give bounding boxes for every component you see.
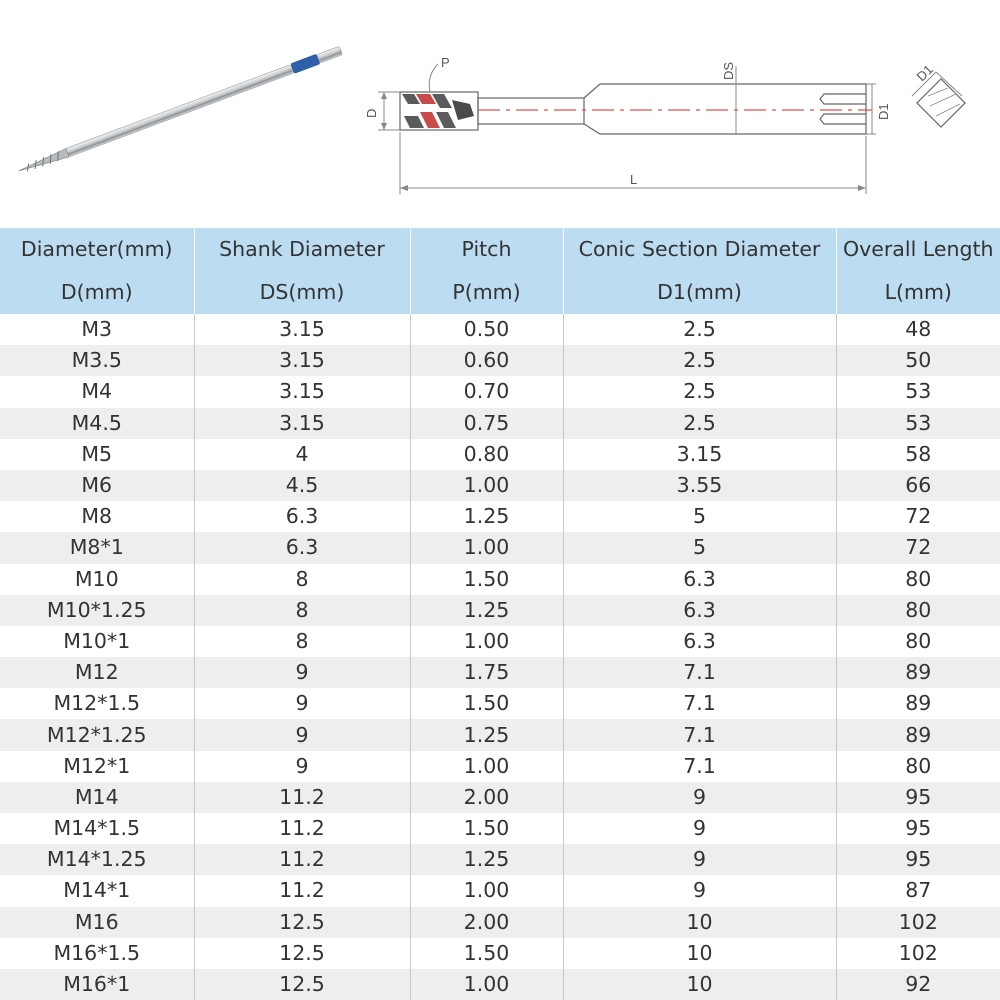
table-row bbox=[0, 564, 1000, 595]
cell-pitch: 2.00 bbox=[410, 907, 563, 938]
cell-shank-diameter: 9 bbox=[194, 657, 410, 688]
table-row bbox=[0, 907, 1000, 938]
cell-pitch: 1.50 bbox=[410, 938, 563, 969]
cell-diameter: M12*1 bbox=[0, 751, 194, 782]
cell-shank-diameter: 12.5 bbox=[194, 938, 410, 969]
drawing-label-d: D bbox=[364, 108, 379, 118]
cell-overall-length: 80 bbox=[836, 595, 1000, 626]
cell-pitch: 1.00 bbox=[410, 470, 563, 501]
technical-drawing bbox=[0, 0, 1000, 228]
header-line: DS(mm) bbox=[259, 280, 345, 304]
header-line: Overall Length bbox=[843, 237, 994, 261]
cell-conic-diameter: 10 bbox=[563, 938, 836, 969]
header-shank-diameter bbox=[194, 228, 410, 314]
cell-conic-diameter: 7.1 bbox=[563, 688, 836, 719]
cell-overall-length: 92 bbox=[836, 969, 1000, 1000]
cell-pitch: 1.50 bbox=[410, 564, 563, 595]
cell-diameter: M16*1 bbox=[0, 969, 194, 1000]
cell-overall-length: 80 bbox=[836, 564, 1000, 595]
cell-diameter: M10*1.25 bbox=[0, 595, 194, 626]
cell-shank-diameter: 12.5 bbox=[194, 969, 410, 1000]
table-row bbox=[0, 751, 1000, 782]
table-row bbox=[0, 938, 1000, 969]
table-row bbox=[0, 501, 1000, 532]
cell-conic-diameter: 3.15 bbox=[563, 439, 836, 470]
table-row bbox=[0, 782, 1000, 813]
cell-conic-diameter: 6.3 bbox=[563, 626, 836, 657]
table-row bbox=[0, 626, 1000, 657]
table-row bbox=[0, 813, 1000, 844]
header-line: D(mm) bbox=[60, 280, 133, 304]
cell-pitch: 1.25 bbox=[410, 719, 563, 750]
cell-overall-length: 80 bbox=[836, 626, 1000, 657]
header-line: D1(mm) bbox=[657, 280, 742, 304]
cell-diameter: M12 bbox=[0, 657, 194, 688]
cell-overall-length: 87 bbox=[836, 875, 1000, 906]
cell-pitch: 0.80 bbox=[410, 439, 563, 470]
cell-overall-length: 102 bbox=[836, 938, 1000, 969]
cell-overall-length: 66 bbox=[836, 470, 1000, 501]
cell-pitch: 1.50 bbox=[410, 688, 563, 719]
cell-diameter: M12*1.5 bbox=[0, 688, 194, 719]
cell-overall-length: 50 bbox=[836, 345, 1000, 376]
cell-conic-diameter: 9 bbox=[563, 782, 836, 813]
cell-overall-length: 89 bbox=[836, 657, 1000, 688]
cell-shank-diameter: 3.15 bbox=[194, 345, 410, 376]
cell-diameter: M12*1.25 bbox=[0, 719, 194, 750]
cell-shank-diameter: 8 bbox=[194, 595, 410, 626]
cell-shank-diameter: 12.5 bbox=[194, 907, 410, 938]
header-line: P(mm) bbox=[452, 280, 521, 304]
cell-pitch: 1.00 bbox=[410, 969, 563, 1000]
cell-overall-length: 89 bbox=[836, 688, 1000, 719]
cell-overall-length: 95 bbox=[836, 782, 1000, 813]
cell-conic-diameter: 5 bbox=[563, 501, 836, 532]
cell-diameter: M14*1.5 bbox=[0, 813, 194, 844]
table-row bbox=[0, 408, 1000, 439]
cell-shank-diameter: 3.15 bbox=[194, 376, 410, 407]
drawing-label-d1: D1 bbox=[876, 103, 891, 120]
cell-conic-diameter: 9 bbox=[563, 844, 836, 875]
cell-shank-diameter: 6.3 bbox=[194, 501, 410, 532]
drawing-label-p: P bbox=[441, 55, 450, 70]
cell-pitch: 1.50 bbox=[410, 813, 563, 844]
cell-diameter: M16 bbox=[0, 907, 194, 938]
table-row bbox=[0, 314, 1000, 345]
cell-overall-length: 80 bbox=[836, 751, 1000, 782]
header-line: Shank Diameter bbox=[219, 237, 385, 261]
spec-table bbox=[0, 228, 1000, 1000]
cell-shank-diameter: 11.2 bbox=[194, 844, 410, 875]
cell-pitch: 0.60 bbox=[410, 345, 563, 376]
cell-pitch: 0.50 bbox=[410, 314, 563, 345]
cell-conic-diameter: 9 bbox=[563, 875, 836, 906]
drawing-end-slots bbox=[820, 94, 866, 124]
cell-shank-diameter: 11.2 bbox=[194, 813, 410, 844]
cell-diameter: M3 bbox=[0, 314, 194, 345]
table-row bbox=[0, 875, 1000, 906]
cell-diameter: M8 bbox=[0, 501, 194, 532]
cell-diameter: M3.5 bbox=[0, 345, 194, 376]
cell-shank-diameter: 3.15 bbox=[194, 408, 410, 439]
cell-diameter: M4.5 bbox=[0, 408, 194, 439]
cell-shank-diameter: 4 bbox=[194, 439, 410, 470]
cell-diameter: M10 bbox=[0, 564, 194, 595]
cell-overall-length: 89 bbox=[836, 719, 1000, 750]
cell-conic-diameter: 7.1 bbox=[563, 751, 836, 782]
cell-conic-diameter: 2.5 bbox=[563, 314, 836, 345]
cell-diameter: M8*1 bbox=[0, 532, 194, 563]
cell-shank-diameter: 9 bbox=[194, 751, 410, 782]
cell-conic-diameter: 5 bbox=[563, 532, 836, 563]
cell-overall-length: 72 bbox=[836, 501, 1000, 532]
cell-pitch: 1.00 bbox=[410, 751, 563, 782]
cell-pitch: 1.25 bbox=[410, 595, 563, 626]
drawing-neck bbox=[478, 98, 584, 124]
cell-conic-diameter: 2.5 bbox=[563, 345, 836, 376]
cell-conic-diameter: 10 bbox=[563, 969, 836, 1000]
cell-conic-diameter: 6.3 bbox=[563, 564, 836, 595]
header-line: Conic Section Diameter bbox=[578, 237, 821, 261]
drawing-p-leader bbox=[429, 64, 438, 92]
header-diameter bbox=[0, 228, 194, 314]
table-body bbox=[0, 314, 1000, 1000]
cell-pitch: 1.75 bbox=[410, 657, 563, 688]
header-overall-length bbox=[836, 228, 1000, 314]
product-figure bbox=[0, 0, 1000, 228]
cell-overall-length: 95 bbox=[836, 844, 1000, 875]
cell-shank-diameter: 11.2 bbox=[194, 782, 410, 813]
header-line: L(mm) bbox=[884, 280, 952, 304]
cell-shank-diameter: 8 bbox=[194, 626, 410, 657]
table-row bbox=[0, 844, 1000, 875]
cell-conic-diameter: 9 bbox=[563, 813, 836, 844]
cell-overall-length: 58 bbox=[836, 439, 1000, 470]
cell-diameter: M16*1.5 bbox=[0, 938, 194, 969]
cell-diameter: M5 bbox=[0, 439, 194, 470]
cell-conic-diameter: 7.1 bbox=[563, 657, 836, 688]
cell-pitch: 1.00 bbox=[410, 875, 563, 906]
cell-overall-length: 72 bbox=[836, 532, 1000, 563]
header-line: Diameter(mm) bbox=[20, 237, 173, 261]
cell-overall-length: 95 bbox=[836, 813, 1000, 844]
table-row bbox=[0, 657, 1000, 688]
drawing-label-conic-d1: D1 bbox=[913, 61, 936, 85]
table-row bbox=[0, 532, 1000, 563]
table-row bbox=[0, 719, 1000, 750]
cell-pitch: 1.00 bbox=[410, 626, 563, 657]
cell-shank-diameter: 3.15 bbox=[194, 314, 410, 345]
table-row bbox=[0, 345, 1000, 376]
cell-conic-diameter: 10 bbox=[563, 907, 836, 938]
cell-pitch: 1.00 bbox=[410, 532, 563, 563]
cell-pitch: 1.25 bbox=[410, 501, 563, 532]
cell-overall-length: 48 bbox=[836, 314, 1000, 345]
cell-diameter: M14 bbox=[0, 782, 194, 813]
cell-overall-length: 53 bbox=[836, 376, 1000, 407]
cell-overall-length: 102 bbox=[836, 907, 1000, 938]
cell-shank-diameter: 11.2 bbox=[194, 875, 410, 906]
cell-shank-diameter: 9 bbox=[194, 719, 410, 750]
cell-shank-diameter: 4.5 bbox=[194, 470, 410, 501]
header-pitch bbox=[410, 228, 563, 314]
drawing-label-l: L bbox=[630, 172, 638, 187]
drawing-shank bbox=[584, 84, 866, 134]
cell-diameter: M4 bbox=[0, 376, 194, 407]
table-row bbox=[0, 969, 1000, 1000]
cell-diameter: M6 bbox=[0, 470, 194, 501]
table-row bbox=[0, 470, 1000, 501]
drawing-label-ds: DS bbox=[721, 61, 736, 80]
cell-diameter: M14*1 bbox=[0, 875, 194, 906]
cell-pitch: 2.00 bbox=[410, 782, 563, 813]
table-row bbox=[0, 688, 1000, 719]
cell-conic-diameter: 2.5 bbox=[563, 376, 836, 407]
cell-shank-diameter: 9 bbox=[194, 688, 410, 719]
table-header-row bbox=[0, 228, 1000, 314]
table-row bbox=[0, 595, 1000, 626]
cell-overall-length: 53 bbox=[836, 408, 1000, 439]
table-row bbox=[0, 376, 1000, 407]
table-row bbox=[0, 439, 1000, 470]
cell-pitch: 0.75 bbox=[410, 408, 563, 439]
cell-pitch: 1.25 bbox=[410, 844, 563, 875]
cell-shank-diameter: 6.3 bbox=[194, 532, 410, 563]
cell-diameter: M10*1 bbox=[0, 626, 194, 657]
cell-conic-diameter: 2.5 bbox=[563, 408, 836, 439]
cell-pitch: 0.70 bbox=[410, 376, 563, 407]
header-conic-diameter bbox=[563, 228, 836, 314]
cell-diameter: M14*1.25 bbox=[0, 844, 194, 875]
header-line: Pitch bbox=[461, 237, 512, 261]
cell-conic-diameter: 7.1 bbox=[563, 719, 836, 750]
cell-conic-diameter: 3.55 bbox=[563, 470, 836, 501]
cell-shank-diameter: 8 bbox=[194, 564, 410, 595]
cell-conic-diameter: 6.3 bbox=[563, 595, 836, 626]
